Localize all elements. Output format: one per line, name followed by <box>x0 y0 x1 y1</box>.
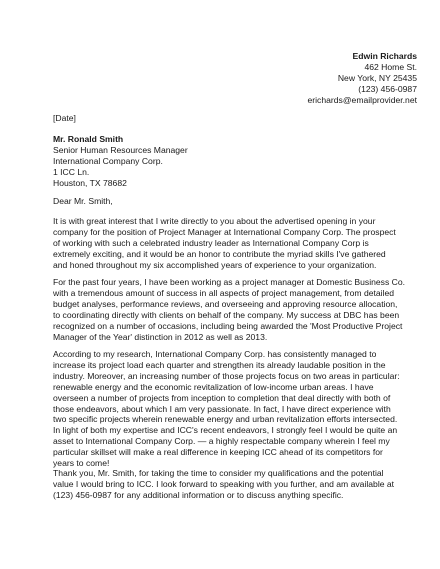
sender-city: New York, NY 25435 <box>337 72 417 83</box>
sender-name: Edwin Richards <box>352 51 417 61</box>
paragraph-line: and honed throughout my six accomplished years of experience to your organization. <box>53 259 377 270</box>
recipient-address-block <box>53 134 421 189</box>
sender-street: 462 Home St. <box>364 61 417 72</box>
sender-email: erichards@emailprovider.net <box>307 94 417 105</box>
paragraph-line: increase its project load each quarter and strengthen its already laudable position in the <box>53 359 386 370</box>
paragraph-line: company for the position of Project Manager at International Company Corp. The prospect <box>53 226 396 237</box>
paragraph-line: those endeavors, about which I am very passionate. In fact, I have direct experience with <box>53 403 391 414</box>
paragraph-line: renewable energy and the economic revitalization of low-income urban areas. I have <box>53 381 374 392</box>
paragraph-intro <box>53 216 421 271</box>
recipient-city: Houston, TX 78682 <box>53 177 127 188</box>
salutation: Dear Mr. Smith, <box>53 196 113 206</box>
paragraph-line: years to come! <box>53 458 110 469</box>
paragraph-line: particular skillset will make a real difference in keeping ICC ahead of its competitors for <box>53 447 383 458</box>
paragraph-line: two specific projects wherein renewable energy and urban revitalization efforts intersected. <box>53 414 398 425</box>
recipient-title: Senior Human Resources Manager <box>53 144 188 155</box>
paragraph-line: It is with great interest that I write directly to you about the advertised opening in your <box>53 216 376 226</box>
paragraph-line: industry. Moreover, an increasing number of those projects focus on two areas in particular: <box>53 370 400 381</box>
paragraph-line: to coordinating directly with clients on behalf of the company. My success at DBC has been <box>53 309 400 320</box>
recipient-company: International Company Corp. <box>53 155 163 166</box>
paragraph-line: value I would bring to ICC. I look forward to speaking with you further, and am available at <box>53 478 395 489</box>
paragraph-experience <box>53 277 421 342</box>
paragraph-line: budget analyses, performance reviews, and overseeing and approving resource allocation, <box>53 298 398 309</box>
paragraph-line: with a tremendous amount of success in all aspects of project management, from detailed <box>53 287 395 298</box>
recipient-name: Mr. Ronald Smith <box>53 134 124 144</box>
paragraph-line: In light of both my expertise and ICC's recent endeavors, I strongly feel I would be quite an <box>53 425 398 436</box>
paragraph-line: (123) 456-0987 for any additional information or to discuss anything specific. <box>53 489 344 500</box>
paragraph-line: According to my research, International Company Corp. has consistently managed to <box>53 349 377 359</box>
paragraph-line: Manager of the Year' distinction in 2012 as well as 2013. <box>53 331 268 342</box>
recipient-street: 1 ICC Ln. <box>53 166 90 177</box>
paragraph-line: overseen a number of projects from inception to completion that deal directly with both of <box>53 392 391 403</box>
paragraph-line: Thank you, Mr. Smith, for taking the time to consider my qualifications and the potential <box>53 468 384 478</box>
paragraph-line: recognized on a number of occasions, including being awarded the 'Most Productive Project <box>53 320 403 331</box>
paragraph-line: extremely exciting, and it would be an honor to contribute the myriad skills I've gathered <box>53 248 386 259</box>
sender-address-block <box>307 51 417 106</box>
paragraph-closing <box>53 468 421 501</box>
letter-date: [Date] <box>53 113 76 123</box>
paragraph-line: of working with such a celebrated industry leader as International Company Corp is <box>53 237 369 248</box>
paragraph-research <box>53 349 421 469</box>
paragraph-line: asset to International Company Corp. — a highly respectable company wherein I feel my <box>53 436 390 447</box>
paragraph-line: For the past four years, I have been working as a project manager at Domestic Business Co. <box>53 277 406 287</box>
sender-phone: (123) 456-0987 <box>358 83 417 94</box>
